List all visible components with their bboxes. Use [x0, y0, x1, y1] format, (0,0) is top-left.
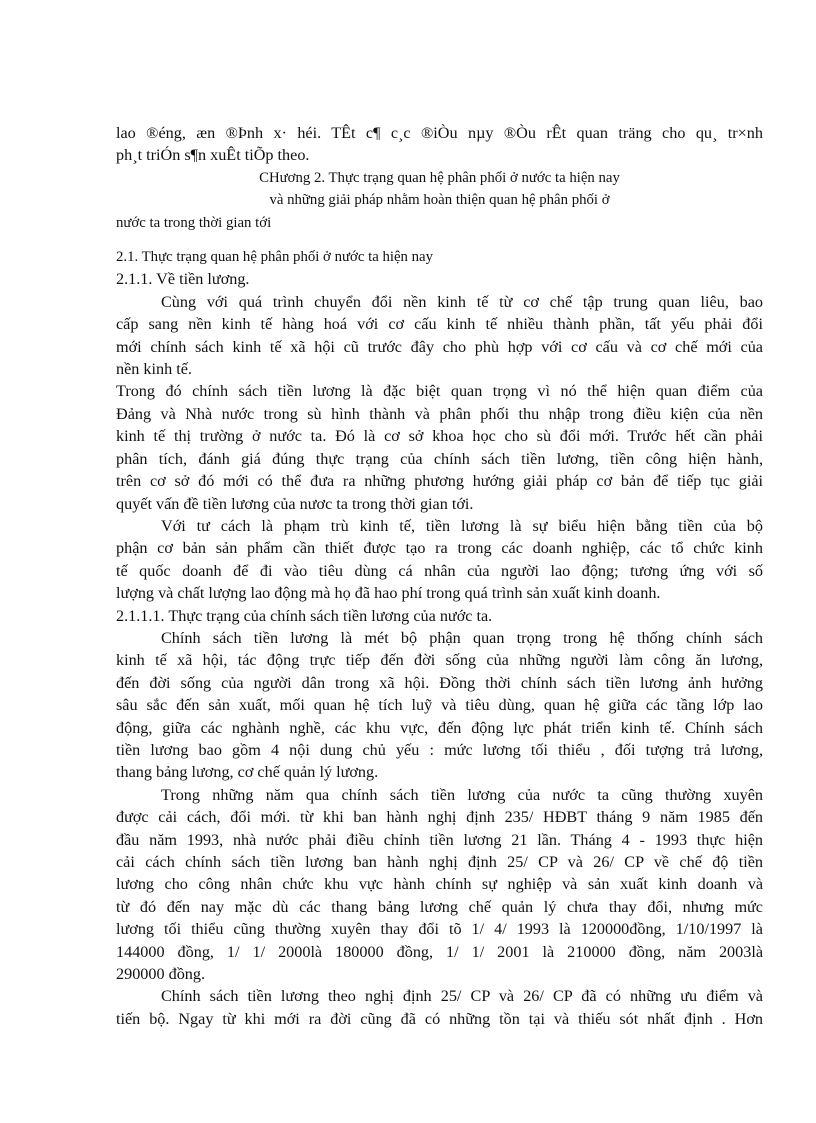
text-line: Cùng với quá trình chuyển đổi nền kinh tế từ cơ chế tập trung quan liêu, bao [161, 292, 763, 311]
text-line: trên cơ sở đó mới có thể đưa ra những phương hướng giải pháp cơ bản để tiếp tục giải [116, 472, 763, 491]
text-line: 2.1.1.1. Thực trạng của chính sách tiền lương của nước ta. [116, 606, 493, 625]
text-line: lượng và chất lượng lao động mà họ đã hao phí trong quá trình sản xuất kinh doanh. [116, 584, 661, 603]
text-line: động, giữa các nghành nghề, các khu vực, đến động lực phát triển kinh tế. Chính sách [116, 718, 763, 737]
text-line: phân tích, đánh giá đúng thực trạng của chính sách tiền lương, tiền công hiện hành, [116, 449, 763, 468]
text-line: 144000 đồng, 1/ 1/ 2000là 180000 đồng, 1/ 1/ 2001 là 210000 đồng, năm 2003là [116, 942, 763, 961]
paragraph [116, 605, 763, 627]
text-line: và những giải pháp nhằm hoàn thiện quan hệ phân phối ở [269, 192, 610, 209]
paragraph [116, 380, 763, 514]
paragraph [116, 985, 763, 1030]
text-line: sâu sắc đến sản xuất, mối quan hệ tích luỹ và tiêu dùng, quan hệ giữa các tầng lớp lao [116, 696, 763, 715]
text-line: quyết vấn đề tiền lương của nươc ta trong thời gian tới. [116, 494, 474, 513]
text-line: tiền lương bao gồm 4 nội dung chủ yếu : mức lương tối thiểu , đối tượng trả lương, [116, 740, 763, 759]
text-line: 2.1. Thực trạng quan hệ phân phối ở nước ta hiện nay [116, 249, 433, 266]
text-line: Trong đó chính sách tiền lương là đặc biệt quan trọng vì nó thể hiện quan điểm của [116, 382, 763, 401]
text-line: Đảng và Nhà nước trong sù hình thành và phân phối thu nhập trong điều kiện của nền [116, 404, 763, 423]
paragraph [116, 784, 763, 986]
paragraph [116, 291, 763, 381]
text-line: nền kinh tế. [116, 360, 192, 379]
text-line: Chính sách tiền lương theo nghị định 25/ CP và 26/ CP đã có những ưu điểm và [161, 987, 763, 1006]
paragraph [116, 515, 763, 605]
text-line: thang bảng lương, cơ chế quản lý lương. [116, 763, 379, 782]
text-line: cải cách chính sách tiền lương ban hành nghị định 25/ CP và 26/ CP về chế độ tiền [116, 853, 763, 871]
text-line: CHương 2. Thực trạng quan hệ phân phối ở nước ta hiện nay [259, 169, 620, 186]
text-line: từ đó đến nay mặc dù các thang bảng lương chế quản lý chưa thay đổi, nhưng mức [116, 897, 763, 916]
text-line: 2.1.1. Về tiền lương. [116, 270, 250, 289]
text-line: 290000 đồng. [116, 965, 206, 984]
text-line: được cải cách, đổi mới. từ khi ban hành nghị định 235/ HĐBT tháng 9 năm 1985 đến [116, 808, 763, 827]
chapter-heading [116, 167, 763, 234]
text-line: ph¸t triÓn s¶n xuÊt tiÕp theo. [116, 146, 310, 165]
paragraph [116, 627, 763, 784]
paragraph [116, 268, 763, 290]
text-line: nước ta trong thời gian tới [116, 214, 272, 231]
text-line: tiến bộ. Ngay từ khi mới ra đời cũng đã có những tồn tại và thiếu sót nhất định . Hơn [116, 1009, 763, 1028]
document-page [116, 122, 763, 1030]
text-line: cấp sang nền kinh tế hàng hoá với cơ cấu kinh tế nhiều thành phần, tất yếu phải đổi [116, 315, 763, 334]
text-line: kinh tế xã hội, tác động trực tiếp đến đời sống của những người làm công ăn lương, [116, 651, 763, 670]
text-line: Chính sách tiền lương là mét bộ phận quan trọng trong hệ thống chính sách [161, 628, 763, 647]
text-line: lao ®éng, æn ®Þnh x· héi. TÊt c¶ c¸c ®iÒu nµy ®Òu rÊt quan träng cho qu¸ tr×nh [116, 124, 763, 142]
text-line: tế quốc doanh để đi vào tiêu dùng cá nhân của người lao động; tương ứng với số [116, 561, 763, 580]
paragraph [116, 122, 763, 167]
text-line: kinh tế thị trường ở nước ta. Đó là cơ sở khoa học cho sù đổi mới. Trước hết cần phải [116, 427, 763, 446]
text-line: phận cơ bản sản phẩm cần thiết được tạo ra trong các doanh nghiệp, các tổ chức kinh [116, 539, 763, 558]
text-line: lương cho công nhân chức khu vực hành chính sự nghiệp và sản xuất kinh doanh và [116, 875, 763, 894]
text-line: đầu năm 1993, nhà nước phải điều chỉnh tiền lương 21 lần. Tháng 4 - 1993 thực hiện [116, 830, 763, 849]
text-line: đến đời sống của người dân trong xã hội. Đồng thời chính sách tiền lương ảnh hưởng [116, 673, 763, 692]
text-line: lương tối thiểu cũng thường xuyên thay đổi tõ 1/ 4/ 1993 là 120000đồng, 1/10/1997 là [116, 920, 763, 939]
text-line: Với tư cách là phạm trù kinh tế, tiền lương là sự biểu hiện bằng tiền của bộ [161, 516, 763, 535]
section-heading [116, 246, 763, 268]
text-line: Trong những năm qua chính sách tiền lương của nước ta cũng thường xuyên [161, 785, 763, 804]
text-line: mới chính sách kinh tế xã hội cũ trước đây cho phù hợp với cơ cấu và cơ chế mới của [116, 337, 763, 356]
